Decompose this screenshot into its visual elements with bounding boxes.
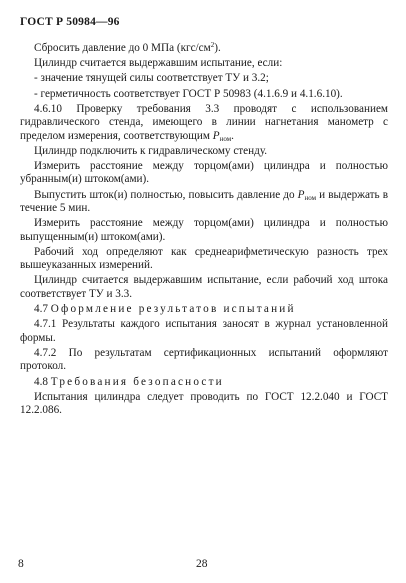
text: ).	[214, 42, 221, 54]
section-number: 4.7	[34, 303, 48, 316]
paragraph-connect: Цилиндр подключить к гидравлическому стенду.	[34, 144, 268, 157]
text: и выдержать в течение 5 мин.	[20, 188, 389, 215]
section-number: 4.8	[34, 375, 48, 388]
paragraph-safety: Испытания цилиндра следует проводить по ГОСТ 12.2.040 и ГОСТ 12.2.086.	[20, 390, 388, 417]
subscript: ном	[219, 134, 232, 143]
symbol: P	[212, 129, 220, 142]
paragraph-working-stroke: Рабочий ход определяют как среднеарифметическую разность трех вышеуказанных измерений.	[20, 245, 388, 272]
text: Выпустить шток(и) полностью, повысить давление до	[34, 188, 295, 201]
section-title: Требования безопасности	[50, 375, 224, 388]
paragraph-measure-retracted: Измерить расстояние между торцом(ами) цилиндра и полностью убранным(и) штоком(ами).	[20, 160, 388, 186]
paragraph-pass-condition: Цилиндр считается выдержавшим испытание, если:	[34, 57, 283, 70]
paragraph-4-7-2: 4.7.2 По результатам сертификационных испытаний оформляют протокол.	[20, 346, 388, 373]
list-item-traction: - значение тянущей силы соответствует ТУ и 3.2;	[34, 72, 269, 85]
paragraph-extend-rod	[20, 189, 388, 216]
page-number-center: 28	[196, 558, 208, 570]
superscript: 2	[210, 41, 215, 49]
section-title: Оформление результатов испытаний	[50, 303, 296, 316]
symbol: P	[297, 188, 305, 201]
paragraph-stroke-pass: Цилиндр считается выдержавшим испытание, если рабочий ход штока соответствует ТУ и 3.3.	[20, 274, 388, 300]
section-heading-4-8	[20, 376, 388, 389]
subscript: ном	[304, 193, 317, 202]
document-body	[20, 42, 388, 419]
page-number-left: 8	[18, 558, 24, 570]
paragraph-4-7-1: 4.7.1 Результаты каждого испытания заносят в журнал установленной формы.	[20, 318, 388, 344]
paragraph-measure-extended: Измерить расстояние между торцом(ами) цилиндра и полностью выпущенным(и) штоком(ами).	[20, 217, 388, 243]
list-item-tightness: - герметичность соответствует ГОСТ Р 50983 (4.1.6.9 и 4.1.6.10).	[34, 87, 343, 100]
paragraph-4-6-10	[20, 103, 388, 143]
page-header: ГОСТ Р 50984—96	[20, 16, 120, 28]
section-heading-4-7	[20, 303, 388, 316]
paragraph-release-pressure	[20, 42, 388, 55]
text: .	[231, 129, 234, 142]
text: 4.6.10 Проверку требования 3.3 проводят с использованием гидравлического стенда, имеющего в линии нагнетания манометр с пределом измерения, соответствующим	[20, 102, 388, 142]
text: Сбросить давление до 0 МПа (кгс/см	[34, 42, 211, 54]
